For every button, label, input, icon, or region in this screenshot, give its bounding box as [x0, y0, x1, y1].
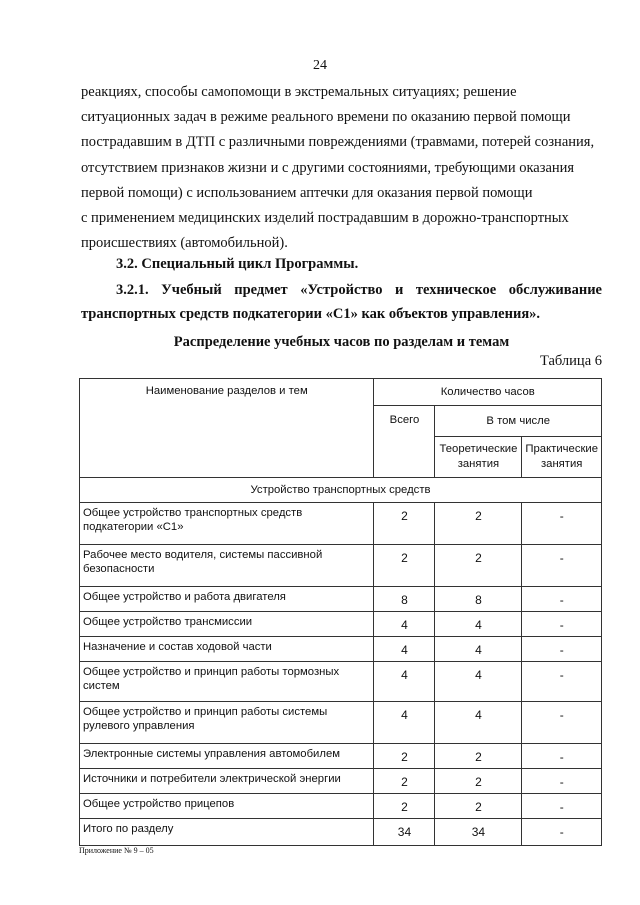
header-including: В том числе — [435, 406, 602, 437]
table-row — [80, 545, 602, 587]
header-hours: Количество часов — [374, 379, 602, 406]
row-total: 4 — [374, 702, 435, 744]
row-name: Общее устройство и принцип работы тормозных систем — [80, 662, 374, 702]
hours-table — [79, 378, 602, 846]
table-label: Таблица 6 — [539, 353, 602, 369]
row-name: Итого по разделу — [80, 819, 374, 846]
row-theory: 4 — [435, 662, 522, 702]
row-total: 4 — [374, 662, 435, 702]
subject-heading: 3.2.1. Учебный предмет «Устройство и техническое обслуживание транспортных средств подкатегории «С1» как объектов управления». — [81, 282, 602, 322]
table-row — [80, 637, 602, 662]
row-practice: - — [522, 587, 602, 612]
row-theory: 8 — [435, 587, 522, 612]
table-row — [80, 662, 602, 702]
row-total: 8 — [374, 587, 435, 612]
intro-line: первой помощи) с использованием аптечки для оказания первой помощи — [81, 184, 533, 201]
row-theory: 2 — [435, 545, 522, 587]
header-practice: Практические занятия — [522, 437, 602, 478]
row-total: 2 — [374, 503, 435, 545]
table-row — [80, 794, 602, 819]
row-total: 34 — [374, 819, 435, 846]
row-practice: - — [522, 702, 602, 744]
row-practice: - — [522, 637, 602, 662]
row-name: Электронные системы управления автомобилем — [80, 744, 374, 769]
row-practice: - — [522, 769, 602, 794]
row-theory: 34 — [435, 819, 522, 846]
distribution-heading: Распределение учебных часов по разделам и темам — [173, 334, 510, 350]
table-row — [80, 587, 602, 612]
section-heading: 3.2. Специальный цикл Программы. — [116, 256, 359, 272]
row-practice: - — [522, 794, 602, 819]
row-total: 2 — [374, 545, 435, 587]
page-number: 24 — [313, 58, 327, 73]
intro-line: реакциях, способы самопомощи в экстремальных ситуациях; решение — [81, 84, 517, 100]
row-total: 2 — [374, 769, 435, 794]
table-row — [80, 612, 602, 637]
table-row-total — [80, 819, 602, 846]
row-theory: 2 — [435, 503, 522, 545]
row-practice: - — [522, 662, 602, 702]
intro-line: пострадавшим в ДТП с различными повреждениями (травмами, потерей сознания, — [81, 134, 595, 151]
table-row — [80, 702, 602, 744]
table-row — [80, 769, 602, 794]
intro-line: с применением медицинских изделий пострадавшим в дорожно-транспортных — [81, 210, 569, 227]
row-theory: 4 — [435, 702, 522, 744]
row-practice: - — [522, 612, 602, 637]
intro-paragraph — [81, 80, 602, 256]
header-total: Всего — [374, 406, 435, 478]
row-practice: - — [522, 744, 602, 769]
intro-line: происшествиях (автомобильной). — [81, 235, 288, 252]
intro-line: отсутствием признаков жизни и с другими состояниями, требующими оказания — [81, 159, 575, 176]
row-practice: - — [522, 819, 602, 846]
row-name: Общее устройство транспортных средств подкатегории «С1» — [80, 503, 374, 545]
intro-line: ситуационных задач в режиме реального времени по оказанию первой помощи — [81, 109, 571, 126]
row-practice: - — [522, 545, 602, 587]
row-total: 2 — [374, 744, 435, 769]
row-name: Общее устройство и работа двигателя — [80, 587, 374, 612]
table-row — [80, 744, 602, 769]
header-theory: Теоретические занятия — [435, 437, 522, 478]
row-theory: 4 — [435, 612, 522, 637]
row-theory: 2 — [435, 744, 522, 769]
row-name: Общее устройство трансмиссии — [80, 612, 374, 637]
row-name: Назначение и состав ходовой части — [80, 637, 374, 662]
row-theory: 4 — [435, 637, 522, 662]
row-name: Рабочее место водителя, системы пассивной безопасности — [80, 545, 374, 587]
row-name: Источники и потребители электрической энергии — [80, 769, 374, 794]
row-name: Общее устройство прицепов — [80, 794, 374, 819]
header-name: Наименование разделов и тем — [80, 379, 374, 478]
row-name: Общее устройство и принцип работы системы рулевого управления — [80, 702, 374, 744]
row-theory: 2 — [435, 769, 522, 794]
row-theory: 2 — [435, 794, 522, 819]
row-total: 4 — [374, 612, 435, 637]
section-title: Устройство транспортных средств — [80, 478, 602, 503]
row-practice: - — [522, 503, 602, 545]
footer-note: Приложение № 9 – 05 — [79, 846, 154, 855]
row-total: 2 — [374, 794, 435, 819]
row-total: 4 — [374, 637, 435, 662]
table-row — [80, 503, 602, 545]
